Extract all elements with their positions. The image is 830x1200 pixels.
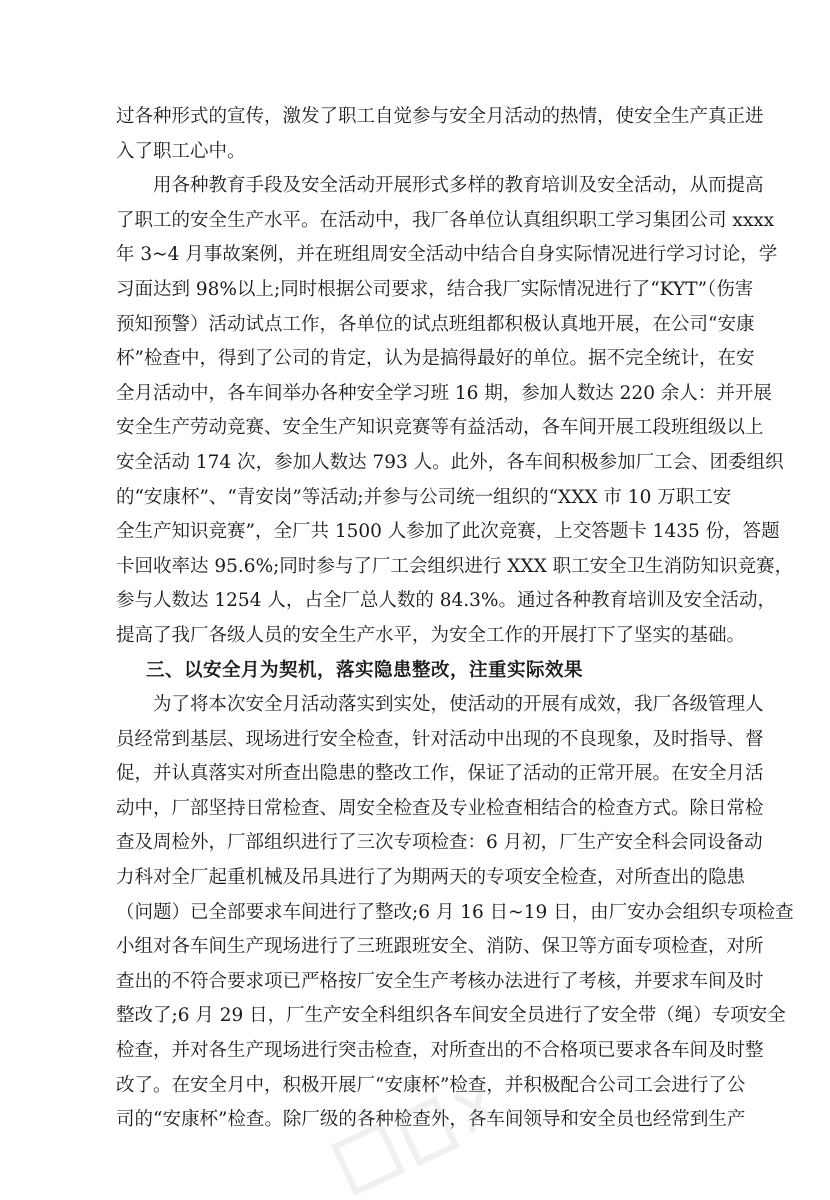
text-line: 查及周检外，厂部组织进行了三次专项检查：6 月初，厂生产安全科会同设备动 xyxy=(116,832,763,854)
text-line: 提高了我厂各级人员的安全生产水平，为安全工作的开展打下了坚实的基础。 xyxy=(116,624,746,646)
text-line: 预知预警）活动试点工作，各单位的试点班组都积极认真地开展，在公司“安康 xyxy=(116,313,755,335)
text-line: 员经常到基层、现场进行安全检查，针对活动中出现的不良现象，及时指导、督 xyxy=(116,728,764,750)
text-line: 参与人数达 1254 人，占全厂总人数的 84.3%。通过各种教育培训及安全活动， xyxy=(116,590,776,612)
text-line: 的“安康杯”、“青安岗”等活动;并参与公司统一组织的“XXX 市 10 万职工安 xyxy=(116,486,732,508)
text-line: 力科对全厂起重机械及吊具进行了为期两天的专项安全检查，对所查出的隐患 xyxy=(116,867,746,889)
text-line: 全生产知识竞赛”，全厂共 1500 人参加了此次竞赛，上交答题卡 1435 份，答题 xyxy=(116,521,780,543)
paragraph-2 xyxy=(116,169,794,653)
text-line: 卡回收率达 95.6%;同时参与了厂工会组织进行 XXX 职工安全卫生消防知识竞赛， xyxy=(116,555,794,577)
text-line: 动中，厂部坚持日常检查、周安全检查及专业检查相结合的检查方式。除日常检 xyxy=(116,797,764,819)
text-line: 过各种形式的宣传，激发了职工自觉参与安全月活动的热情，使安全生产真正进 xyxy=(116,106,764,127)
text-line: 检查，并对各生产现场进行突击检查，对所查出的不合格项已要求各车间及时整 xyxy=(116,1040,764,1062)
section-heading: 三、以安全月为契机，落实隐患整改，注重实际效果 xyxy=(146,659,584,681)
text-line: 小组对各车间生产现场进行了三班跟班安全、消防、保卫等方面专项检查，对所 xyxy=(116,936,764,958)
text-line: 为了将本次安全月活动落实到实处，使活动的开展有成效，我厂各级管理人 xyxy=(153,694,764,716)
text-line: 杯”检查中，得到了公司的肯定，认为是搞得最好的单位。据不完全统计，在安 xyxy=(116,348,755,370)
paragraph-3 xyxy=(116,688,794,1138)
text-line: 了职工的安全生产水平。在活动中，我厂各单位认真组织职工学习集团公司 xxxx xyxy=(116,209,775,231)
document-body xyxy=(116,100,794,1138)
text-line: 改了。在安全月中，积极开展厂“安康杯”检查，并积极配合公司工会进行了公 xyxy=(116,1074,746,1096)
text-line: 司的“安康杯”检查。除厂级的各种检查外，各车间领导和安全员也经常到生产 xyxy=(116,1109,746,1131)
text-line: 用各种教育手段及安全活动开展形式多样的教育培训及安全活动，从而提高 xyxy=(153,175,764,197)
text-line: 全月活动中，各车间举办各种安全学习班 16 期，参加人数达 220 余人：并开展 xyxy=(116,382,772,404)
text-line: 查出的不符合要求项已严格按厂安全生产考核办法进行了考核，并要求车间及时 xyxy=(116,970,764,992)
text-line: （问题）已全部要求车间进行了整改;6 月 16 日~19 日，由厂安办会组织专项检查 xyxy=(116,901,794,923)
watermark-graphic xyxy=(300,1080,540,1200)
text-line: 整改了;6 月 29 日，厂生产安全科组织各车间安全员进行了安全带（绳）专项安全 xyxy=(116,1005,786,1027)
text-line: 安全生产劳动竞赛、安全生产知识竞赛等有益活动，各车间开展工段班组级以上 xyxy=(116,417,764,439)
text-line: 安全活动 174 次，参加人数达 793 人。此外，各车间积极参加厂工会、团委组织 xyxy=(116,451,784,473)
text-line: 入了职工心中。 xyxy=(116,140,246,162)
text-line: 习面达到 98%以上;同时根据公司要求，结合我厂实际情况进行了“KYT”（伤害 xyxy=(116,278,754,300)
paragraph-1 xyxy=(116,100,764,169)
text-line: 促，并认真落实对所查出隐患的整改工作，保证了活动的正常开展。在安全月活 xyxy=(116,763,764,785)
text-line: 年 3~4 月事故案例，并在班组周安全活动中结合自身实际情况进行学习讨论，学 xyxy=(116,244,778,266)
